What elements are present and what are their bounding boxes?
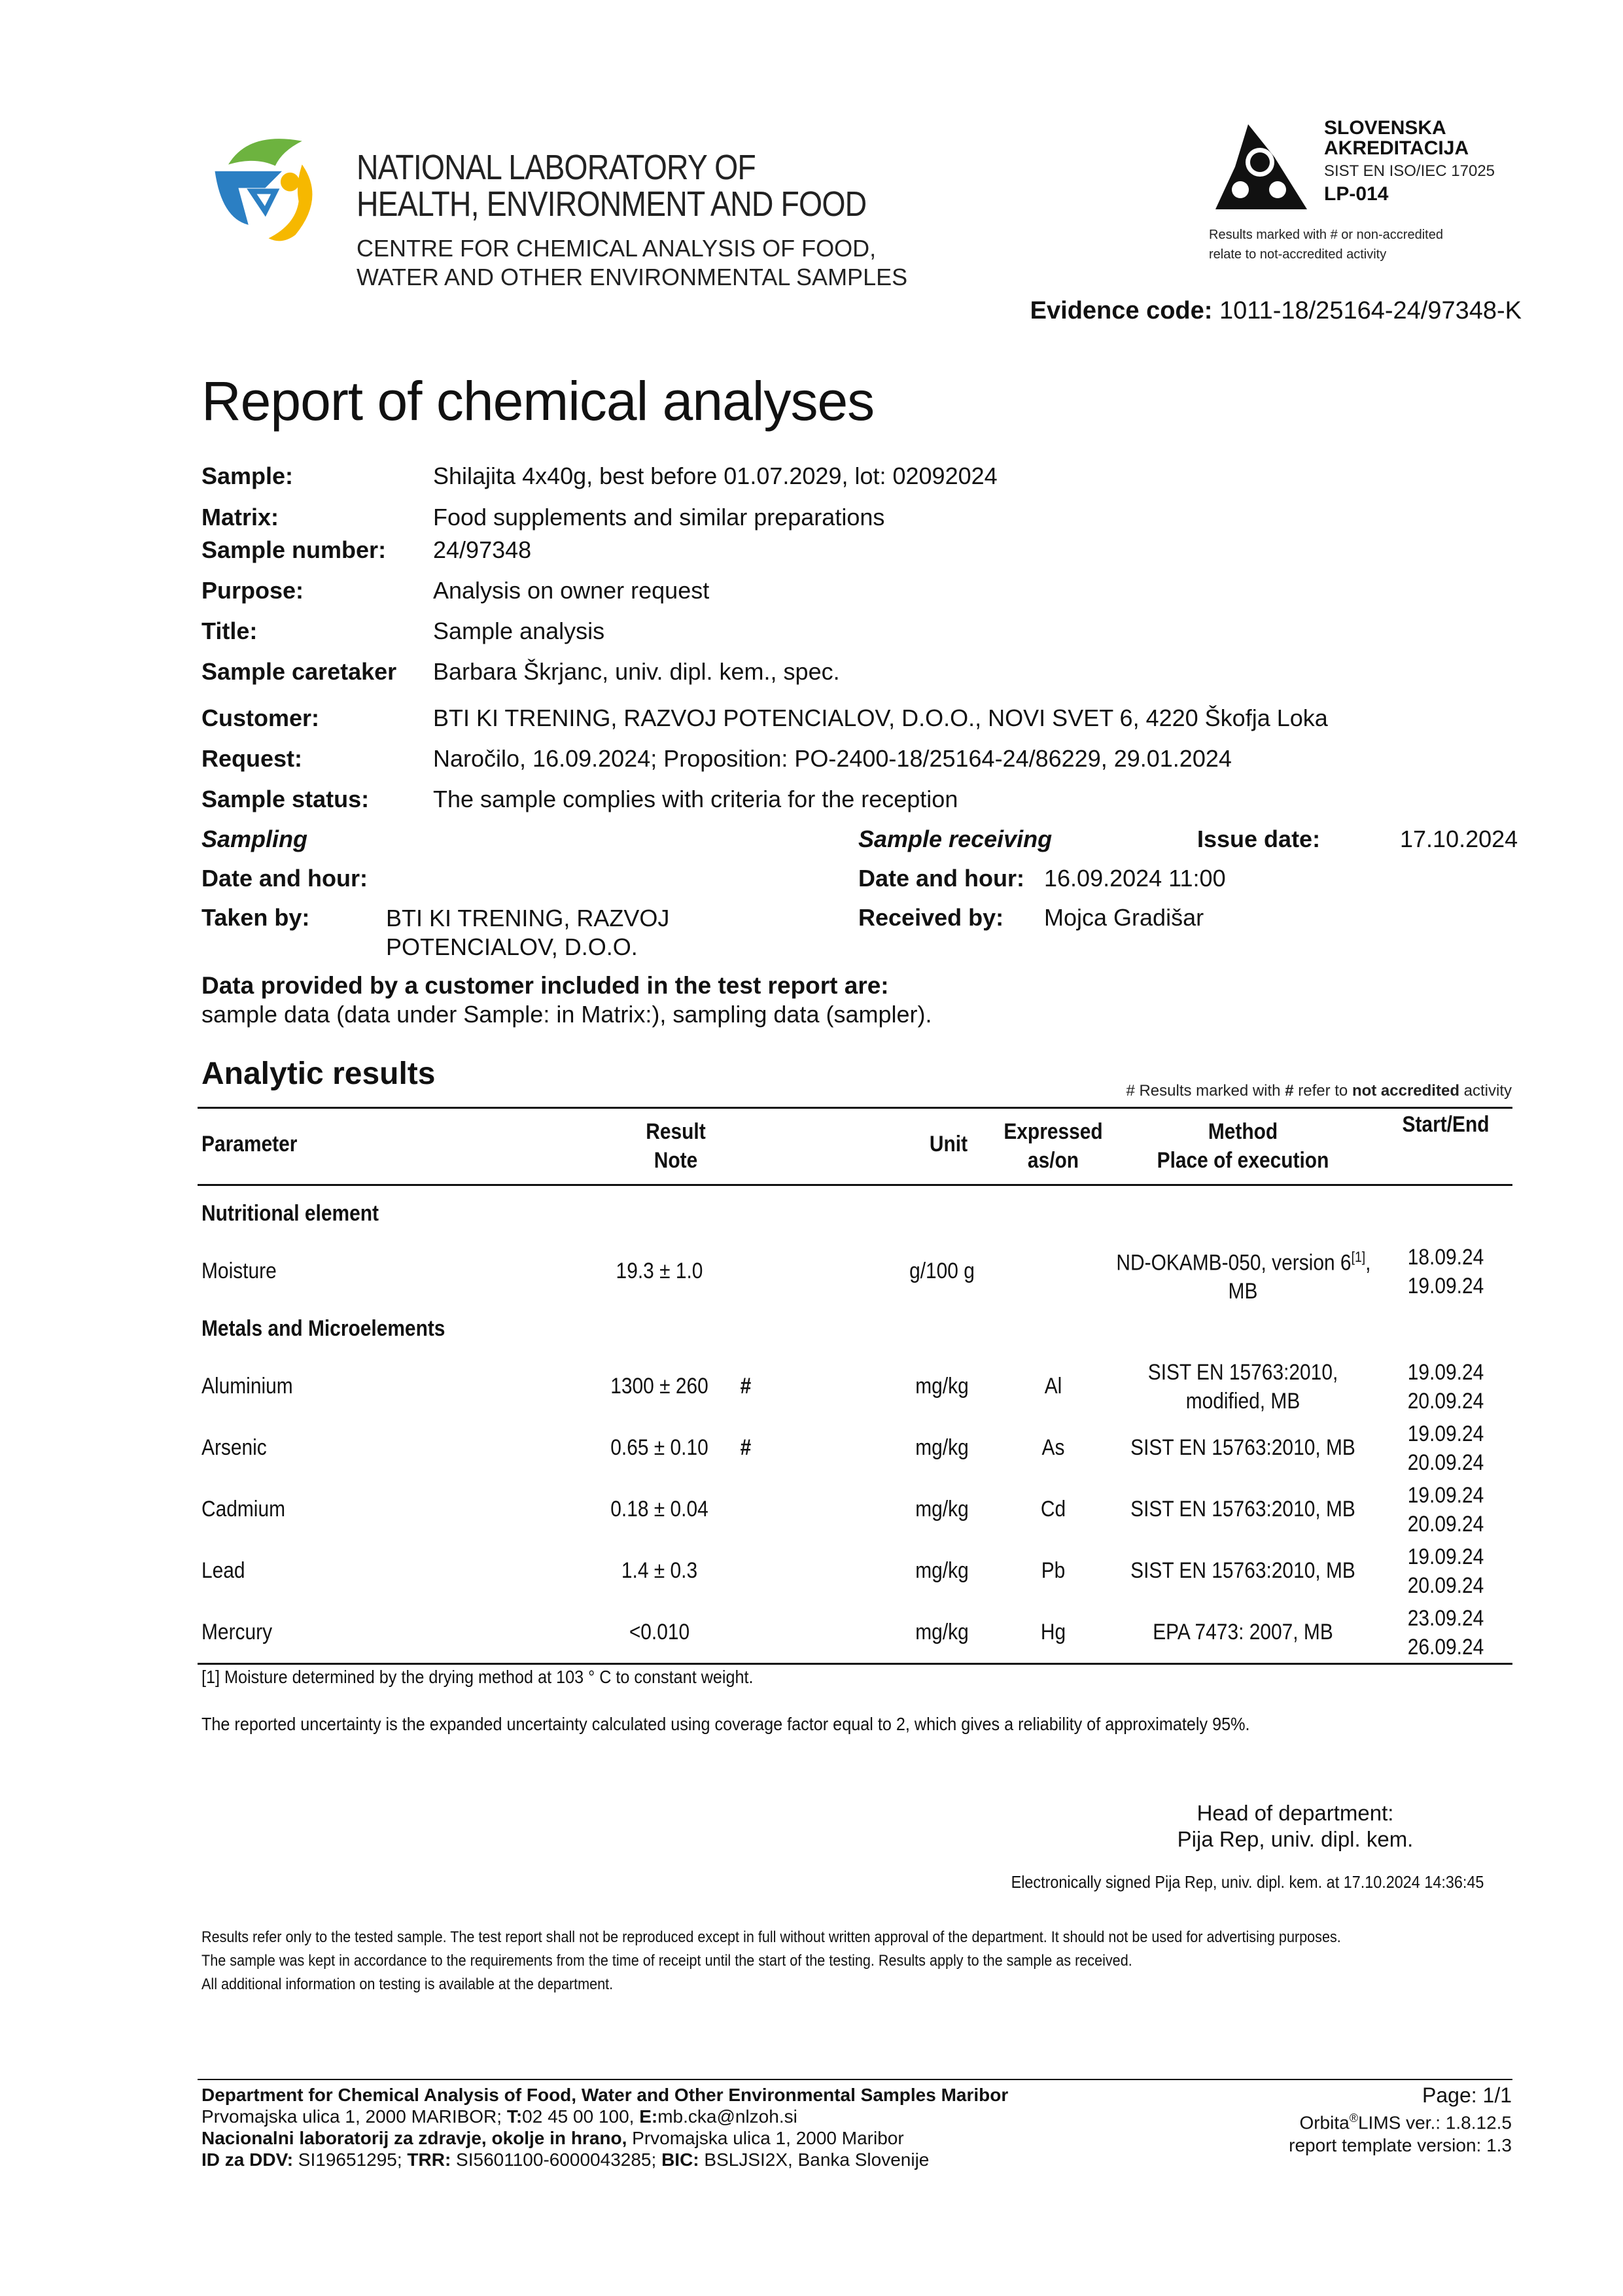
row-dates: 19.09.24 20.09.24 — [1407, 1421, 1484, 1475]
results-legend: # Results marked with # refer to not accredited activity — [1126, 1082, 1512, 1100]
row-expressed: Hg — [1040, 1620, 1066, 1644]
row-dates: 19.09.24 20.09.24 — [1407, 1544, 1484, 1598]
row-result: <0.010 — [629, 1620, 690, 1644]
sample-label: Sample: — [201, 462, 294, 489]
title-label: Title: — [201, 617, 258, 644]
electronic-signature: Electronically signed Pija Rep, univ. dipl. kem. at 17.10.2024 14:36:45 — [1011, 1872, 1484, 1892]
issue-date-value: 17.10.2024 — [1400, 826, 1518, 852]
table-bottom-rule — [198, 1663, 1512, 1665]
sample-number-label: Sample number: — [201, 536, 387, 563]
customer-data-heading: Data provided by a customer included in the test report are: — [201, 972, 889, 999]
col-result-note: Result Note — [646, 1119, 706, 1173]
title-value: Sample analysis — [433, 617, 605, 644]
row-dates: 19.09.24 20.09.24 — [1407, 1360, 1484, 1414]
report-title: Report of chemical analyses — [201, 370, 875, 432]
col-method: Method Place of execution — [1157, 1119, 1329, 1173]
row-note: # — [740, 1374, 752, 1399]
row-method: SIST EN 15763:2010, modified, MB — [1147, 1360, 1338, 1414]
footer-rule — [198, 2079, 1512, 2080]
lab-name: NATIONAL LABORATORY OF HEALTH, ENVIRONMENT AND FOOD — [357, 148, 867, 224]
sample-value: Shilajita 4x40g, best before 01.07.2029, lot: 02092024 — [433, 462, 998, 489]
head-of-department: Head of department: Pija Rep, univ. dipl. kem. — [1177, 1801, 1414, 1851]
row-dates: 18.09.24 19.09.24 — [1407, 1245, 1484, 1298]
row-dates: 23.09.24 26.09.24 — [1407, 1606, 1484, 1660]
accreditation-standard: SIST EN ISO/IEC 17025 — [1324, 162, 1495, 180]
received-by-label: Received by: — [858, 904, 1004, 931]
col-unit: Unit — [929, 1132, 968, 1157]
row-parameter: Aluminium — [201, 1374, 293, 1399]
caretaker-label: Sample caretaker — [201, 658, 397, 685]
request-value: Naročilo, 16.09.2024; Proposition: PO-2400-18/25164-24/86229, 29.01.2024 — [433, 745, 1232, 772]
uncertainty-note: The reported uncertainty is the expanded uncertainty calculated using coverage factor equal to 2, which gives a reliability of approximately 95%. — [201, 1714, 1250, 1734]
row-unit: mg/kg — [915, 1435, 969, 1460]
col-startend: Start/End — [1402, 1112, 1490, 1137]
accreditation-code: LP-014 — [1324, 183, 1389, 205]
row-unit: g/100 g — [909, 1259, 975, 1283]
row-expressed: Cd — [1040, 1497, 1066, 1522]
row-unit: mg/kg — [915, 1497, 969, 1522]
accreditation-note: Results marked with # or non-accredited relate to not-accredited activity — [1209, 228, 1443, 262]
row-result: 0.18 ± 0.04 — [610, 1497, 708, 1522]
row-parameter: Arsenic — [201, 1435, 267, 1460]
purpose-label: Purpose: — [201, 577, 304, 604]
group-metals: Metals and Microelements — [201, 1316, 445, 1341]
page-number: Page: 1/1 — [1422, 2083, 1512, 2107]
customer-data-text: sample data (data under Sample: in Matrix:), sampling data (sampler). — [201, 1001, 932, 1028]
row-expressed: Al — [1044, 1374, 1062, 1399]
sample-receiving-heading: Sample receiving — [858, 826, 1053, 852]
purpose-value: Analysis on owner request — [433, 577, 710, 604]
row-method: EPA 7473: 2007, MB — [1153, 1620, 1333, 1644]
receiving-date-value: 16.09.2024 11:00 — [1044, 865, 1226, 892]
results-title: Analytic results — [201, 1056, 436, 1091]
row-unit: mg/kg — [915, 1374, 969, 1399]
caretaker-value: Barbara Škrjanc, univ. dipl. kem., spec. — [433, 658, 840, 685]
sampling-heading: Sampling — [201, 826, 308, 852]
sample-number-value: 24/97348 — [433, 536, 532, 563]
receiving-date-label: Date and hour: — [858, 865, 1025, 892]
matrix-value: Food supplements and similar preparations — [433, 504, 885, 531]
row-expressed: Pb — [1041, 1558, 1066, 1583]
row-method: SIST EN 15763:2010, MB — [1130, 1558, 1355, 1583]
issue-date-label: Issue date: — [1197, 826, 1321, 852]
disclaimer: Results refer only to the tested sample. The test report shall not be reproduced except in full without written approval of the department. It should not be used for advertising purposes. The sample was kept in accordance to the requirements from the time of receipt until the start of the testing. Results apply to the sample as received. All additional information on testing is available at the department. — [201, 1928, 1341, 1993]
evidence-code: Evidence code: 1011-18/25164-24/97348-K — [1030, 297, 1522, 324]
row-parameter: Cadmium — [201, 1497, 286, 1522]
lab-centre: CENTRE FOR CHEMICAL ANALYSIS OF FOOD, WATER AND OTHER ENVIRONMENTAL SAMPLES — [357, 235, 908, 290]
footer-address: Department for Chemical Analysis of Food, Water and Other Environmental Samples Maribor Prvomajska ulica 1, 2000 MARIBOR; T:02 45 00 100, E:mb.cka@nlzoh.si Nacionalni laboratorij za zdravje, okolje in hrano, Prvomajska ulica 1, 2000 Maribor ID za DDV: SI19651295; TRR: SI5601100-6000043285; BIC: BSLJSI2X, Banka Slovenije — [201, 2085, 1009, 2170]
row-unit: mg/kg — [915, 1620, 969, 1644]
sampling-date-label: Date and hour: — [201, 865, 368, 892]
row-method: ND-OKAMB-050, version 6[1], MB — [1116, 1249, 1371, 1304]
accreditation-logo — [1209, 118, 1319, 216]
sample-status-value: The sample complies with criteria for the reception — [433, 786, 958, 812]
table-top-rule — [198, 1107, 1512, 1109]
row-parameter: Moisture — [201, 1259, 277, 1283]
row-result: 0.65 ± 0.10 — [610, 1435, 708, 1460]
sample-status-label: Sample status: — [201, 786, 370, 812]
row-parameter: Lead — [201, 1558, 245, 1583]
row-result: 1300 ± 260 — [610, 1374, 708, 1399]
matrix-label: Matrix: — [201, 504, 279, 531]
col-expressed: Expressed as/on — [1003, 1119, 1103, 1173]
row-method: SIST EN 15763:2010, MB — [1130, 1435, 1355, 1460]
request-label: Request: — [201, 745, 303, 772]
row-parameter: Mercury — [201, 1620, 273, 1644]
row-result: 19.3 ± 1.0 — [616, 1259, 703, 1283]
footer-meta: Page: 1/1 Orbita®LIMS ver.: 1.8.12.5 report template version: 1.3 — [1289, 2083, 1512, 2156]
row-unit: mg/kg — [915, 1558, 969, 1583]
taken-by-label: Taken by: — [201, 904, 310, 931]
group-nutritional: Nutritional element — [201, 1201, 379, 1226]
customer-label: Customer: — [201, 704, 320, 731]
row-result: 1.4 ± 0.3 — [621, 1558, 698, 1583]
nlzoh-logo — [201, 124, 336, 258]
moisture-footnote: [1] Moisture determined by the drying method at 103 ° C to constant weight. — [201, 1667, 754, 1687]
row-expressed: As — [1041, 1435, 1065, 1460]
taken-by-value: BTI KI TRENING, RAZVOJ POTENCIALOV, D.O.O. — [386, 905, 670, 960]
col-parameter: Parameter — [201, 1132, 298, 1157]
row-method: SIST EN 15763:2010, MB — [1130, 1497, 1355, 1522]
received-by-value: Mojca Gradišar — [1044, 904, 1204, 931]
accreditation-title: SLOVENSKA AKREDITACIJA — [1324, 117, 1469, 159]
header-bottom-rule — [198, 1184, 1512, 1186]
row-dates: 19.09.24 20.09.24 — [1407, 1483, 1484, 1537]
customer-value: BTI KI TRENING, RAZVOJ POTENCIALOV, D.O.O., NOVI SVET 6, 4220 Škofja Loka — [433, 704, 1328, 731]
row-note: # — [740, 1435, 752, 1460]
